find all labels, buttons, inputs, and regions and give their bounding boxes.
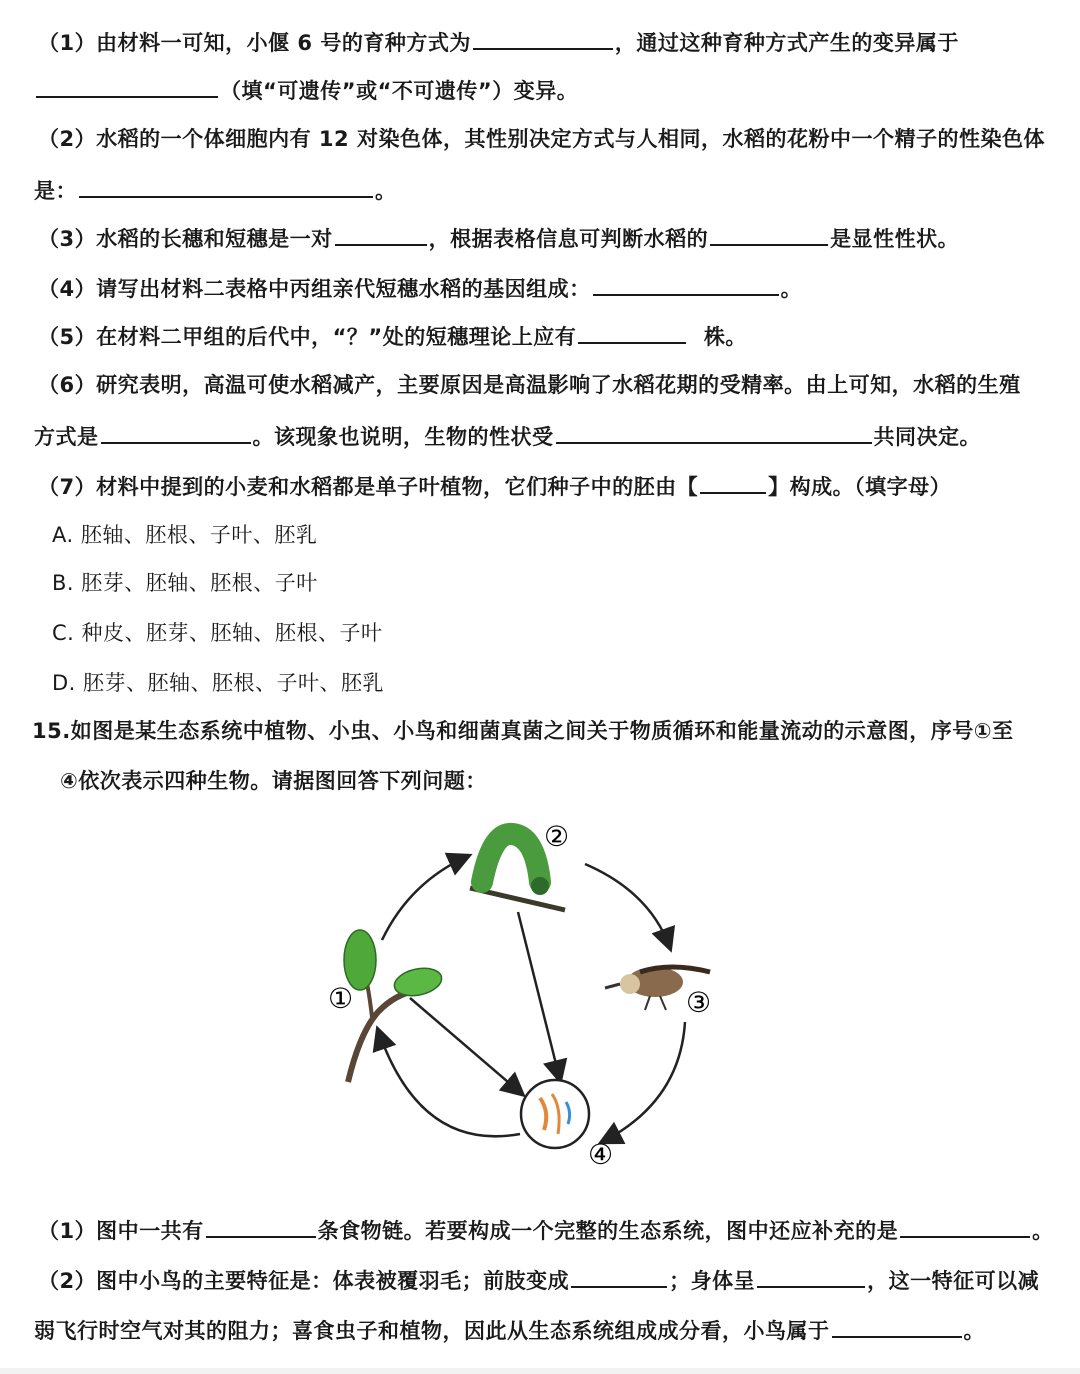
q14-6-line1: （6）研究表明，高温可使水稻减产，主要原因是高温影响了水稻花期的受精率。由上可知，水稻的生殖 — [38, 373, 1021, 397]
q14-1-line1: （1）由材料一可知，小偃 6 号的育种方式为 ，通过这种育种方式产生的变异属于 — [38, 26, 1080, 58]
option-d[interactable]: D. 胚芽、胚轴、胚根、子叶、胚乳 — [52, 671, 385, 695]
arrow-bird-to-decomposer — [602, 1022, 685, 1142]
answer-blank[interactable] — [473, 26, 613, 50]
arrow-plant-to-insect — [382, 856, 468, 940]
label-insect: ② — [544, 820, 570, 853]
answer-blank[interactable] — [710, 222, 828, 246]
q14-2-line2: 是： 。 — [34, 174, 1080, 206]
option-a[interactable]: A. 胚轴、胚根、子叶、胚乳 — [52, 523, 318, 547]
answer-blank[interactable] — [900, 1214, 1030, 1238]
page-bottom-edge — [0, 1368, 1080, 1374]
arrow-decomposer-to-plant — [378, 1030, 520, 1136]
plant-icon — [344, 930, 444, 1082]
option-b[interactable]: B. 胚芽、胚轴、胚根、子叶 — [52, 571, 318, 595]
answer-blank[interactable] — [101, 420, 251, 444]
arrow-insect-to-decomposer — [518, 912, 560, 1080]
ecosystem-diagram — [300, 812, 750, 1182]
bacteria-fungi-icon — [521, 1080, 589, 1148]
q14-2-line1: （2）水稻的一个体细胞内有 12 对染色体，其性别决定方式与人相同，水稻的花粉中一个精子的性染色体 — [38, 127, 1045, 151]
q15-2-line1: （2）图中小鸟的主要特征是：体表被覆羽毛；前肢变成 ；身体呈 ，这一特征可以减 — [38, 1264, 1080, 1296]
q15-stem-line2: ④依次表示四种生物。请据图回答下列问题： — [60, 769, 487, 793]
q14-6-line2: 方式是 。该现象也说明，生物的性状受 共同决定。 — [34, 420, 1080, 452]
answer-blank[interactable] — [36, 74, 218, 98]
q14-1-line2: （填“可遗传”或“不可遗传”）变异。 — [34, 74, 1080, 106]
answer-blank[interactable] — [79, 174, 373, 198]
answer-blank[interactable] — [832, 1314, 962, 1338]
q14-3: （3）水稻的长穗和短穗是一对 ，根据表格信息可判断水稻的 是显性性状。 — [38, 222, 1080, 254]
answer-blank[interactable] — [700, 470, 766, 494]
option-c[interactable]: C. 种皮、胚芽、胚轴、胚根、子叶 — [52, 621, 383, 645]
label-bird: ③ — [686, 986, 712, 1019]
q14-5: （5）在材料二甲组的后代中，“？”处的短穗理论上应有 株。 — [38, 320, 1080, 352]
answer-blank[interactable] — [571, 1264, 667, 1288]
q15-1: （1）图中一共有 条食物链。若要构成一个完整的生态系统，图中还应补充的是 。 — [38, 1214, 1080, 1246]
q15-2-line2: 弱飞行时空气对其的阻力；喜食虫子和植物，因此从生态系统组成成分看，小鸟属于 。 — [34, 1314, 1080, 1346]
answer-blank[interactable] — [335, 222, 427, 246]
answer-blank[interactable] — [556, 420, 872, 444]
answer-blank[interactable] — [578, 320, 686, 344]
q15-stem-line1: 15.如图是某生态系统中植物、小虫、小鸟和细菌真菌之间关于物质循环和能量流动的示意图，序号①至 — [32, 719, 1014, 743]
answer-blank[interactable] — [593, 272, 779, 296]
arrow-plant-to-decomposer — [410, 998, 522, 1094]
arrow-insect-to-bird — [585, 864, 670, 948]
answer-blank[interactable] — [206, 1214, 316, 1238]
answer-blank[interactable] — [757, 1264, 865, 1288]
label-plant: ① — [328, 982, 354, 1015]
q14-7: （7）材料中提到的小麦和水稻都是单子叶植物，它们种子中的胚由【 】构成。（填字母） — [38, 470, 1080, 502]
label-decomposer: ④ — [588, 1138, 614, 1171]
q14-4: （4）请写出材料二表格中丙组亲代短穗水稻的基因组成： 。 — [38, 272, 1080, 304]
